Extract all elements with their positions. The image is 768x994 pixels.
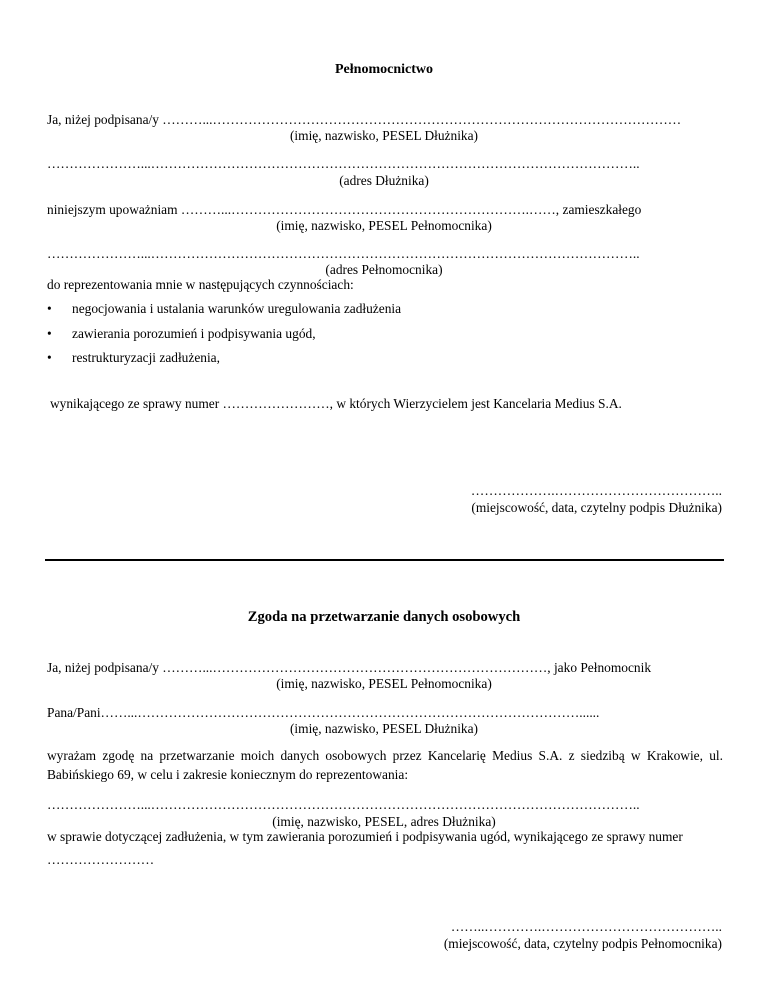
poa-attorney-address-line[interactable]: …………………...……………………………………………………………………………………………….. <box>47 246 640 261</box>
consent-paragraph: wyrażam zgodę na przetwarzanie moich danych osobowych przez Kancelarię Medius S.A. z siedzibą w Krakowie, ul. Babińskiego 69, w celu i zakresie koniecznym do reprezentowania: <box>47 748 723 782</box>
consent-debtor-line[interactable]: Pana/Pani……...………………………………………………………………………………………...... <box>47 705 600 720</box>
poa-attorney-caption: (imię, nazwisko, PESEL Pełnomocnika) <box>276 218 492 233</box>
consent-case-number-line[interactable]: …………………… <box>47 852 155 867</box>
poa-case-line[interactable]: wynikającego ze sprawy numer ……………………, w których Wierzycielem jest Kancelaria Medius S.A. <box>50 396 622 411</box>
poa-debtor-line[interactable]: Ja, niżej podpisana/y ………...…………………………………………………………………………………………… <box>47 112 682 127</box>
list-item: restrukturyzacji zadłużenia, <box>72 350 220 365</box>
poa-title: Pełnomocnictwo <box>335 62 433 77</box>
consent-title: Zgoda na przetwarzanie danych osobowych <box>247 609 521 625</box>
bullet-icon: • <box>47 326 52 341</box>
poa-attorney-line[interactable]: niniejszym upoważniam ………...………………………………………………………….……, zamieszkałego <box>47 202 642 217</box>
poa-debtor-address-line[interactable]: …………………...……………………………………………………………………………………………….. <box>47 156 640 171</box>
consent-debtor-details-line[interactable]: …………………...……………………………………………………………………………………………….. <box>47 797 640 812</box>
poa-attorney-address-caption: (adres Pełnomocnika) <box>325 262 443 277</box>
consent-debtor-details-caption: (imię, nazwisko, PESEL, adres Dłużnika) <box>272 814 496 829</box>
list-item: negocjowania i ustalania warunków uregulowania zadłużenia <box>72 301 402 316</box>
consent-attorney-caption: (imię, nazwisko, PESEL Pełnomocnika) <box>276 676 492 691</box>
list-item: zawierania porozumień i podpisywania ugód, <box>72 326 316 341</box>
poa-debtor-address-caption: (adres Dłużnika) <box>339 173 429 188</box>
consent-signature-line[interactable]: ……..………….………………………………….. <box>450 919 722 934</box>
poa-intro: do reprezentowania mnie w następujących czynnościach: <box>47 277 354 292</box>
poa-signature-caption: (miejscowość, data, czytelny podpis Dłużnika) <box>471 500 722 515</box>
consent-case-line: w sprawie dotyczącej zadłużenia, w tym zawierania porozumień i podpisywania ugód, wynikającego ze sprawy numer <box>47 829 683 844</box>
poa-debtor-caption: (imię, nazwisko, PESEL Dłużnika) <box>289 128 479 143</box>
consent-attorney-line[interactable]: Ja, niżej podpisana/y ………...…………………………………………………………………, jako Pełnomocnik <box>47 660 652 675</box>
poa-signature-line[interactable]: ……………….……………………………….. <box>470 483 722 498</box>
section-divider <box>45 559 724 561</box>
bullet-icon: • <box>47 301 52 316</box>
bullet-icon: • <box>47 350 52 365</box>
consent-debtor-caption: (imię, nazwisko, PESEL Dłużnika) <box>289 721 479 736</box>
consent-signature-caption: (miejscowość, data, czytelny podpis Pełnomocnika) <box>443 936 722 951</box>
